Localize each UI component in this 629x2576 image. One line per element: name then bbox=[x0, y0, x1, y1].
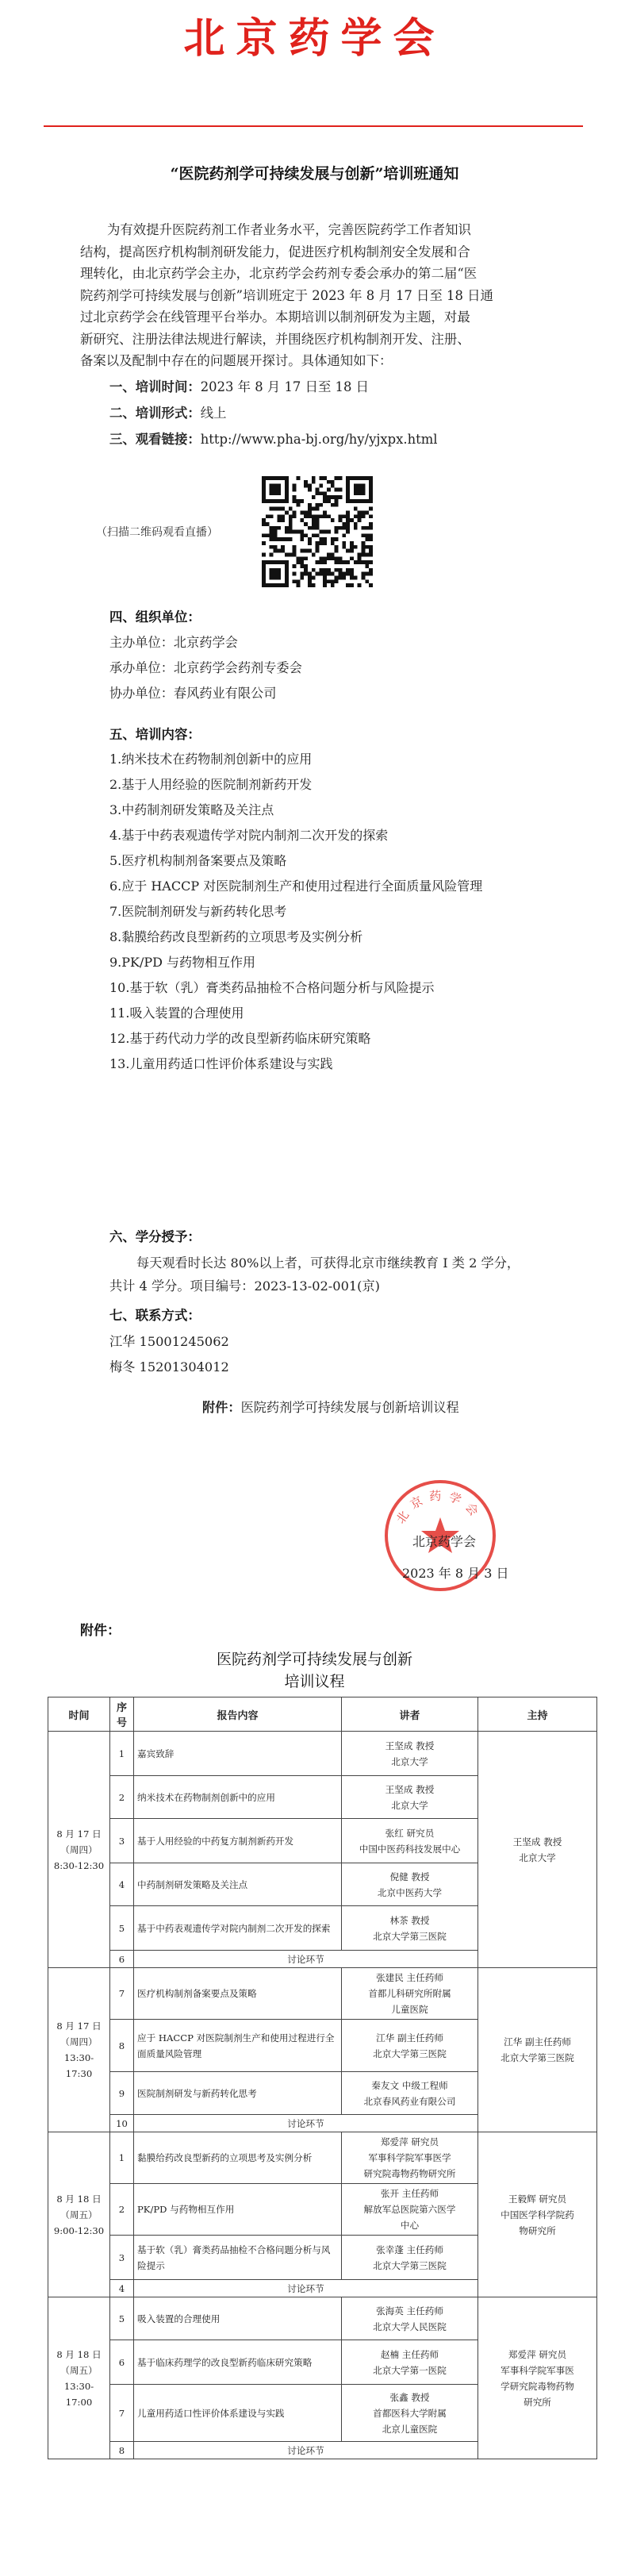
row-number: 9 bbox=[110, 2072, 134, 2115]
session-time-line: （周四） bbox=[60, 2036, 98, 2047]
speaker bbox=[342, 2020, 478, 2072]
row-number: 6 bbox=[110, 1951, 134, 1968]
discussion-label: 讨论环节 bbox=[134, 2115, 478, 2132]
header-divider bbox=[44, 125, 583, 127]
report-topic: 吸入装置的合理使用 bbox=[134, 2297, 342, 2340]
report-topic: 医疗机构制剂备案要点及策略 bbox=[134, 1968, 342, 2020]
speaker bbox=[342, 2340, 478, 2385]
attachment-note-label: 附件： bbox=[202, 1400, 241, 1415]
header-topic: 报告内容 bbox=[134, 1697, 342, 1732]
session-host-line: 学研究院毒物药物 bbox=[501, 2380, 574, 2392]
speaker-line: 北京大学第三医院 bbox=[373, 2259, 447, 2271]
agenda-row bbox=[48, 2132, 597, 2184]
credit-paragraph bbox=[109, 1251, 538, 1298]
contact-heading: 七、联系方式： bbox=[109, 1308, 201, 1323]
speaker-line: 中国中医药科技发展中心 bbox=[359, 1843, 461, 1855]
session-host-line: 研究所 bbox=[524, 2396, 551, 2408]
topic-item: 3.中药制剂研发策略及关注点 bbox=[109, 802, 274, 817]
agenda-row bbox=[48, 1732, 597, 1776]
signature-org: 北京药学会 bbox=[412, 1534, 477, 1549]
credit-line: 共计 4 学分。项目编号：2023-13-02-001(京) bbox=[109, 1278, 380, 1294]
speaker bbox=[342, 2072, 478, 2115]
speaker-line: 首都医科大学附属 bbox=[373, 2407, 447, 2419]
topic-item: 12.基于药代动力学的改良型新药临床研究策略 bbox=[109, 1031, 371, 1046]
speaker-line: 张幸蓬 主任药师 bbox=[376, 2243, 443, 2255]
attachment-label: 附件： bbox=[80, 1623, 121, 1639]
session-time-line: （周五） bbox=[60, 2209, 98, 2220]
speaker-line: 中心 bbox=[400, 2220, 420, 2231]
topic-item: 13.儿童用药适口性评价体系建设与实践 bbox=[109, 1056, 333, 1071]
speaker-line: 首都儿科研究所附属 bbox=[368, 1988, 451, 1999]
speaker-line: 北京大学第三医院 bbox=[373, 1930, 447, 1942]
speaker-line: 张建民 主任药师 bbox=[376, 1972, 443, 1983]
speaker-line: 郑爱萍 研究员 bbox=[380, 2136, 439, 2147]
report-topic: 嘉宾致辞 bbox=[134, 1732, 342, 1776]
contact-line: 梅冬 15201304012 bbox=[109, 1359, 229, 1375]
session-host-line: 北京大学 bbox=[519, 1851, 556, 1863]
speaker-line: 张开 主任药师 bbox=[380, 2188, 439, 2199]
speaker-line: 张鑫 教授 bbox=[389, 2391, 430, 2403]
session-host-line: 军事科学院军事医 bbox=[501, 2364, 574, 2376]
speaker-line: 北京大学人民医院 bbox=[373, 2320, 447, 2332]
agenda-header-row bbox=[48, 1697, 597, 1732]
session-time-line: （周五） bbox=[60, 2364, 98, 2376]
training-format bbox=[109, 402, 227, 421]
session-time-line: 8 月 18 日 bbox=[56, 2348, 102, 2360]
session-time-line: 8 月 18 日 bbox=[56, 2193, 102, 2205]
organizer-line: 协办单位：春风药业有限公司 bbox=[109, 686, 277, 701]
session-time-line: 8 月 17 日 bbox=[56, 1828, 102, 1840]
session-host bbox=[478, 2132, 597, 2297]
attachment-note-value: 医院药剂学可持续发展与创新培训议程 bbox=[240, 1400, 459, 1415]
speaker bbox=[342, 1863, 478, 1906]
speaker bbox=[342, 2184, 478, 2236]
intro-line: 院药剂学可持续发展与创新”培训班定于 2023 年 8 月 17 日至 18 日通 bbox=[80, 287, 493, 303]
masthead-title: 北京药学会 bbox=[183, 15, 446, 63]
topic-item: 5.医疗机构制剂备案要点及策略 bbox=[109, 853, 287, 868]
credit-line: 每天观看时长达 80%以上者，可获得北京市继续教育 I 类 2 学分， bbox=[136, 1255, 520, 1271]
row-number: 2 bbox=[110, 2184, 134, 2236]
report-topic: 基于中药表观遗传学对院内制剂二次开发的探索 bbox=[134, 1906, 342, 1951]
contact-line: 江华 15001245062 bbox=[109, 1334, 229, 1349]
session-host bbox=[478, 1732, 597, 1968]
speaker-line: 江华 副主任药师 bbox=[376, 2032, 443, 2043]
intro-line: 过北京药学会在线管理平台举办。本期培训以制剂研发为主题，对最 bbox=[80, 310, 470, 325]
seal-text: 北京药学会 bbox=[393, 1488, 485, 1527]
row-number: 4 bbox=[110, 1863, 134, 1906]
watch-link-url[interactable]: http://www.pha-bj.org/hy/yjxpx.html bbox=[200, 432, 438, 447]
report-topic: 基于人用经验的中药复方制剂新药开发 bbox=[134, 1819, 342, 1863]
topic-item: 10.基于软（乳）膏类药品抽检不合格问题分析与风险提示 bbox=[109, 980, 435, 995]
session-host-line: 王坚成 教授 bbox=[512, 1836, 562, 1847]
topic-item: 4.基于中药表观遗传学对院内制剂二次开发的探索 bbox=[109, 828, 389, 843]
watch-link-label: 三、观看链接： bbox=[109, 432, 201, 447]
row-number: 3 bbox=[110, 1819, 134, 1863]
session-host bbox=[478, 1968, 597, 2132]
credit-heading: 六、学分授予： bbox=[109, 1229, 201, 1244]
speaker-line: 倪健 教授 bbox=[389, 1870, 430, 1882]
topic-item: 11.吸入装置的合理使用 bbox=[109, 1005, 244, 1021]
session-host-line: 王毅辉 研究员 bbox=[508, 2193, 567, 2205]
agenda-table bbox=[48, 1697, 597, 2459]
session-time-line: （周四） bbox=[60, 1844, 98, 1855]
signature-date: 2023 年 8 月 3 日 bbox=[402, 1566, 509, 1581]
row-number: 2 bbox=[110, 1776, 134, 1819]
speaker-line: 北京春风药业有限公司 bbox=[363, 2095, 456, 2107]
intro-line: 新研究、注册法律法规进行解读，并围绕医疗机构制剂开发、注册、 bbox=[80, 331, 470, 347]
row-number: 1 bbox=[110, 1732, 134, 1776]
session-time bbox=[48, 2297, 110, 2459]
speaker bbox=[342, 1819, 478, 1863]
training-time-value: 2023 年 8 月 17 日至 18 日 bbox=[200, 379, 370, 394]
session-host-line: 北京大学第三医院 bbox=[501, 2052, 574, 2063]
header-number: 序号 bbox=[110, 1697, 134, 1732]
topic-item: 6.应于 HACCP 对医院制剂生产和使用过程进行全面质量风险管理 bbox=[109, 879, 483, 894]
speaker bbox=[342, 1732, 478, 1776]
header-speaker: 讲者 bbox=[342, 1697, 478, 1732]
session-time-line: 8:30-12:30 bbox=[53, 1859, 105, 1871]
session-time-line: 9:00-12:30 bbox=[53, 2224, 105, 2236]
training-time-label: 一、培训时间： bbox=[109, 379, 201, 394]
row-number: 8 bbox=[110, 2020, 134, 2072]
speaker-line: 北京大学第三医院 bbox=[373, 2047, 447, 2059]
speaker-line: 赵楠 主任药师 bbox=[380, 2348, 439, 2360]
row-number: 7 bbox=[110, 1968, 134, 2020]
topic-item: 9.PK/PD 与药物相互作用 bbox=[109, 955, 256, 970]
intro-line: 为有效提升医院药剂工作者业务水平，完善医院药学工作者知识 bbox=[107, 222, 471, 237]
row-number: 10 bbox=[110, 2115, 134, 2132]
topic-item: 7.医院制剂研发与新药转化思考 bbox=[109, 904, 287, 919]
speaker-line: 北京中医药大学 bbox=[377, 1886, 443, 1898]
organizer-heading: 四、组织单位： bbox=[109, 609, 201, 625]
speaker bbox=[342, 1968, 478, 2020]
discussion-label: 讨论环节 bbox=[134, 1951, 478, 1968]
training-format-value: 线上 bbox=[200, 406, 227, 421]
session-host-line: 江华 副主任药师 bbox=[504, 2036, 571, 2047]
speaker-line: 军事科学院军事医学 bbox=[368, 2152, 451, 2163]
attachment-note bbox=[202, 1397, 459, 1416]
session-time-line: 13:30-17:00 bbox=[63, 2380, 94, 2408]
row-number: 5 bbox=[110, 1906, 134, 1951]
speaker-line: 林茶 教授 bbox=[389, 1914, 430, 1926]
content-heading: 五、培训内容： bbox=[109, 727, 201, 742]
organizer-line: 主办单位：北京药学会 bbox=[109, 635, 238, 650]
speaker-line: 北京大学第一医院 bbox=[373, 2364, 447, 2376]
row-number: 6 bbox=[110, 2340, 134, 2385]
training-format-label: 二、培训形式： bbox=[109, 406, 201, 421]
topic-item: 2.基于人用经验的医院制剂新药开发 bbox=[109, 777, 313, 792]
report-topic: 中药制剂研发策略及关注点 bbox=[134, 1863, 342, 1906]
session-time bbox=[48, 1968, 110, 2132]
session-host bbox=[478, 2297, 597, 2459]
report-topic: 医院制剂研发与新药转化思考 bbox=[134, 2072, 342, 2115]
row-number: 4 bbox=[110, 2280, 134, 2297]
speaker-line: 儿童医院 bbox=[391, 2004, 428, 2015]
session-time bbox=[48, 1732, 110, 1968]
speaker bbox=[342, 1906, 478, 1951]
speaker bbox=[342, 1776, 478, 1819]
session-time-line: 8 月 17 日 bbox=[56, 2020, 102, 2032]
speaker-line: 北京大学 bbox=[391, 1755, 428, 1767]
report-topic: 基于软（乳）膏类药品抽检不合格问题分析与风险提示 bbox=[134, 2236, 342, 2280]
header-time: 时间 bbox=[48, 1697, 110, 1732]
row-number: 1 bbox=[110, 2132, 134, 2184]
speaker-line: 解放军总医院第六医学 bbox=[363, 2204, 456, 2215]
agenda-row bbox=[48, 1968, 597, 2020]
speaker-line: 秦友文 中级工程师 bbox=[371, 2079, 448, 2091]
speaker-line: 研究院毒物药物研究所 bbox=[363, 2168, 456, 2179]
report-topic: 应于 HACCP 对医院制剂生产和使用过程进行全面质量风险管理 bbox=[134, 2020, 342, 2072]
speaker bbox=[342, 2297, 478, 2340]
watch-link bbox=[109, 429, 438, 448]
training-time bbox=[109, 376, 369, 395]
qr-code-icon[interactable] bbox=[262, 476, 373, 587]
session-time bbox=[48, 2132, 110, 2297]
speaker bbox=[342, 2236, 478, 2280]
speaker-line: 张红 研究员 bbox=[385, 1827, 435, 1839]
intro-line: 结构，提高医疗机构制剂研发能力，促进医疗机构制剂安全发展和合 bbox=[80, 244, 470, 260]
topic-item: 1.纳米技术在药物制剂创新中的应用 bbox=[109, 752, 313, 767]
row-number: 3 bbox=[110, 2236, 134, 2280]
report-topic: 黏膜给药改良型新药的立项思考及实例分析 bbox=[134, 2132, 342, 2184]
organizer-line: 承办单位：北京药学会药剂专委会 bbox=[109, 660, 302, 675]
agenda-subtitle: 培训议程 bbox=[284, 1673, 345, 1690]
session-host-line: 郑爱萍 研究员 bbox=[508, 2348, 567, 2360]
agenda-row bbox=[48, 2297, 597, 2340]
session-host-line: 中国医学科学院药 bbox=[501, 2209, 574, 2220]
speaker-line: 北京大学 bbox=[391, 1799, 428, 1811]
notice-title: “医院药剂学可持续发展与创新”培训班通知 bbox=[170, 165, 459, 183]
agenda-title: 医院药剂学可持续发展与创新 bbox=[216, 1651, 412, 1668]
header-host: 主持 bbox=[478, 1697, 597, 1732]
row-number: 7 bbox=[110, 2385, 134, 2442]
report-topic: 基于临床药理学的改良型新药临床研究策略 bbox=[134, 2340, 342, 2385]
speaker-line: 王坚成 教授 bbox=[385, 1783, 435, 1795]
row-number: 5 bbox=[110, 2297, 134, 2340]
qr-caption: （扫描二维码观看直播） bbox=[96, 526, 218, 539]
discussion-label: 讨论环节 bbox=[134, 2442, 478, 2459]
agenda-body bbox=[48, 1732, 597, 2459]
discussion-label: 讨论环节 bbox=[134, 2280, 478, 2297]
intro-line: 理转化，由北京药学会主办，北京药学会药剂专委会承办的第二届“医 bbox=[80, 266, 478, 281]
intro-paragraph bbox=[80, 219, 524, 372]
row-number: 8 bbox=[110, 2442, 134, 2459]
intro-line: 备案以及配制中存在的问题展开探讨。具体通知如下： bbox=[80, 353, 393, 368]
speaker bbox=[342, 2132, 478, 2184]
speaker bbox=[342, 2385, 478, 2442]
report-topic: 纳米技术在药物制剂创新中的应用 bbox=[134, 1776, 342, 1819]
report-topic: PK/PD 与药物相互作用 bbox=[134, 2184, 342, 2236]
speaker-line: 北京儿童医院 bbox=[382, 2423, 438, 2435]
session-host-line: 物研究所 bbox=[519, 2224, 556, 2236]
speaker-line: 张海英 主任药师 bbox=[376, 2305, 443, 2316]
topic-item: 8.黏膜给药改良型新药的立项思考及实例分析 bbox=[109, 929, 363, 944]
report-topic: 儿童用药适口性评价体系建设与实践 bbox=[134, 2385, 342, 2442]
session-time-line: 13:30-17:30 bbox=[63, 2052, 94, 2079]
speaker-line: 王坚成 教授 bbox=[385, 1740, 435, 1751]
